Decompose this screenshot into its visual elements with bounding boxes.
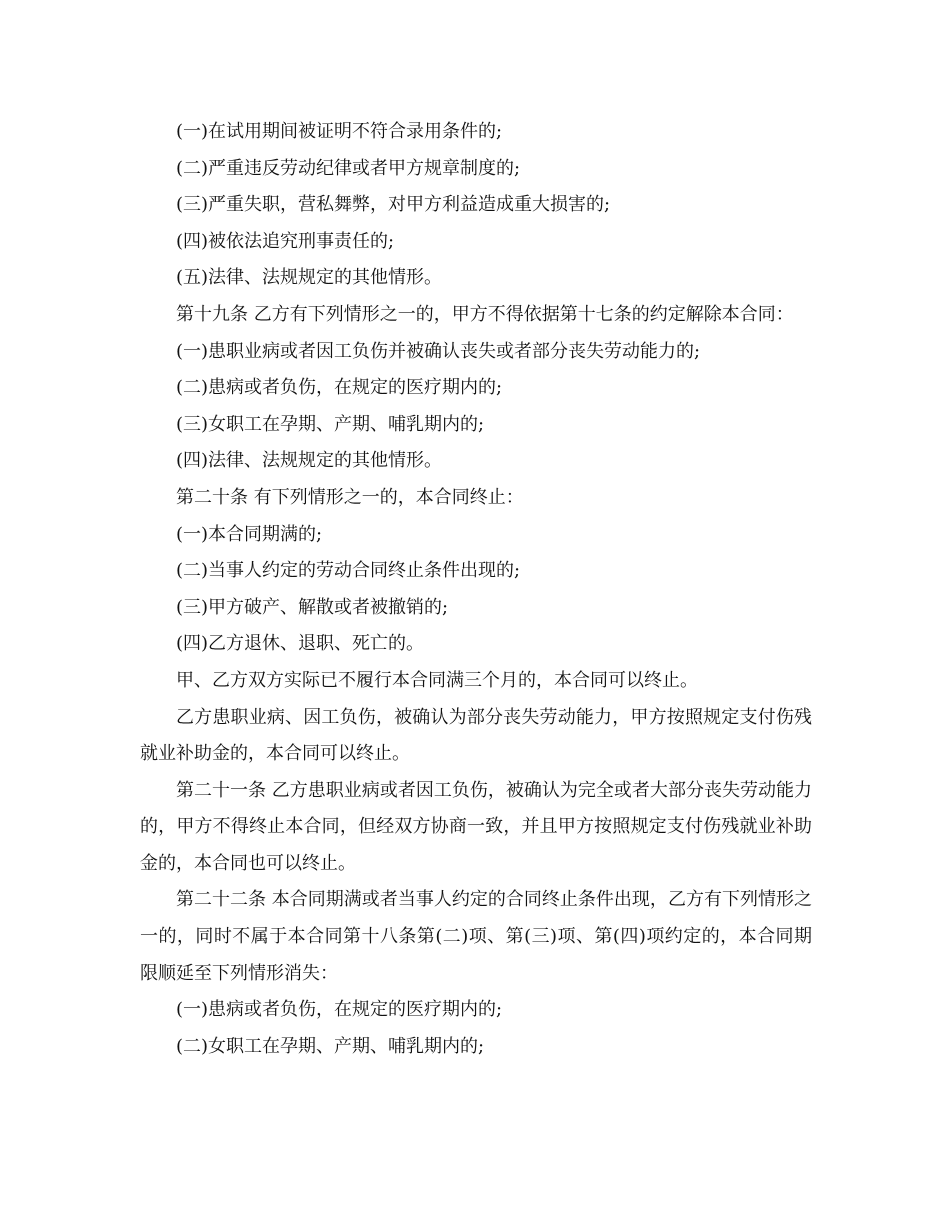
- paragraph-14: (三)甲方破产、解散或者被撤销的;: [176, 596, 449, 618]
- paragraph-9: (三)女职工在孕期、产期、哺乳期内的;: [176, 413, 485, 435]
- paragraph-7: (一)患职业病或者因工负伤并被确认丧失或者部分丧失劳动能力的;: [176, 340, 701, 362]
- article-22: 第二十二条 本合同期满或者当事人约定的合同终止条件出现，乙方有下列情形之一的，同时不属于本合同第十八条第(二)项、第(三)项、第(四)项约定的，本合同期限顺延至下列情形消失：: [140, 889, 812, 984]
- paragraph-5: (五)法律、法规规定的其他情形。: [176, 267, 443, 289]
- paragraph-1: (一)在试用期间被证明不符合录用条件的;: [176, 121, 503, 142]
- paragraph-10: (四)法律、法规规定的其他情形。: [176, 450, 443, 472]
- document-body: [140, 114, 812, 1065]
- paragraph-16: 甲、乙方双方实际已不履行本合同满三个月的，本合同可以终止。: [176, 669, 698, 691]
- article-19: 第十九条 乙方有下列情形之一的，甲方不得依据第十七条的约定解除本合同：: [176, 303, 794, 325]
- paragraph-2: (二)严重违反劳动纪律或者甲方规章制度的;: [176, 157, 521, 179]
- paragraph-8: (二)患病或者负伤，在规定的医疗期内的;: [176, 377, 503, 399]
- paragraph-20: (一)患病或者负伤，在规定的医疗期内的;: [176, 999, 503, 1021]
- paragraph-3: (三)严重失职，营私舞弊，对甲方利益造成重大损害的;: [176, 194, 611, 216]
- paragraph-17: 乙方患职业病、因工负伤，被确认为部分丧失劳动能力，甲方按照规定支付伤残就业补助金的，本合同可以终止。: [140, 706, 812, 765]
- paragraph-13: (二)当事人约定的劳动合同终止条件出现的;: [176, 560, 521, 582]
- article-20: 第二十条 有下列情形之一的，本合同终止：: [176, 486, 524, 508]
- paragraph-4: (四)被依法追究刑事责任的;: [176, 230, 395, 252]
- article-21: 第二十一条 乙方患职业病或者因工负伤，被确认为完全或者大部分丧失劳动能力的，甲方不得终止本合同，但经双方协商一致，并且甲方按照规定支付伤残就业补助金的，本合同也可以终止。: [140, 779, 812, 874]
- paragraph-12: (一)本合同期满的;: [176, 523, 323, 545]
- paragraph-21: (二)女职工在孕期、产期、哺乳期内的;: [176, 1035, 485, 1057]
- paragraph-15: (四)乙方退休、退职、死亡的。: [176, 633, 425, 655]
